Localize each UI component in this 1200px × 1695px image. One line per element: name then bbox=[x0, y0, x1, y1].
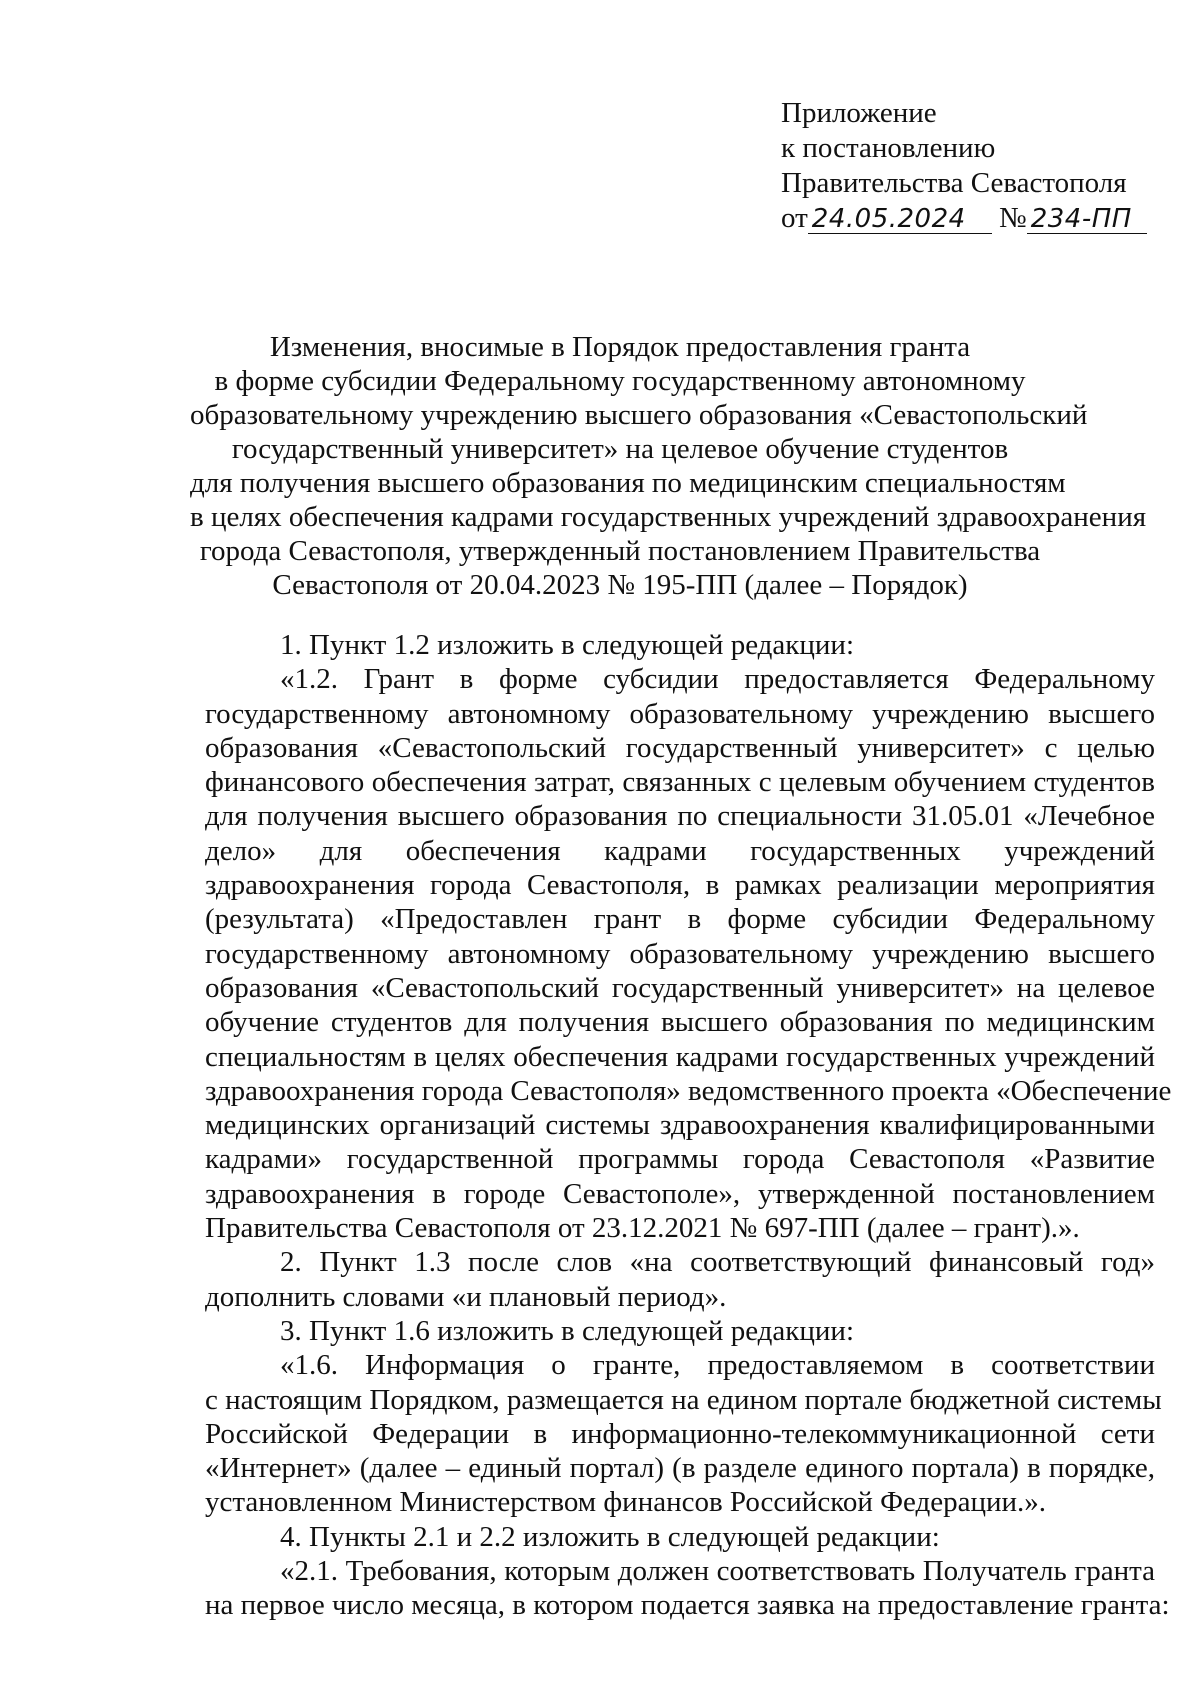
date-prefix: от bbox=[781, 202, 808, 234]
body-line: Российской Федерации в информационно-телекоммуникационной сети bbox=[205, 1417, 1155, 1450]
body-line: 2. Пункт 1.3 после слов «на соответствующий финансовый год» bbox=[280, 1246, 1155, 1279]
document-title bbox=[190, 330, 1147, 602]
number-prefix: № bbox=[999, 202, 1027, 234]
body-line: «1.6. Информация о гранте, предоставляемом в соответствии bbox=[280, 1349, 1155, 1382]
body-line: дело» для обеспечения кадрами государственных учреждений bbox=[205, 834, 1155, 867]
body-line: «1.2. Грант в форме субсидии предоставляется Федеральному bbox=[280, 663, 1155, 696]
title-line: Изменения, вносимые в Порядок предоставления гранта bbox=[269, 331, 971, 363]
body-line: на первое число месяца, в котором подается заявка на предоставление гранта: bbox=[205, 1589, 1170, 1622]
title-line: города Севастополя, утвержденный постановлением Правительства bbox=[199, 535, 1041, 567]
body-line: медицинских организаций системы здравоохранения квалифицированными bbox=[205, 1109, 1155, 1142]
body-line: «2.1. Требования, которым должен соответствовать Получатель гранта bbox=[280, 1555, 1155, 1588]
body-line: для получения высшего образования по специальности 31.05.01 «Лечебное bbox=[205, 800, 1155, 833]
body-line: обучение студентов для получения высшего образования по медицинским bbox=[205, 1006, 1155, 1039]
body-line: государственному автономному образовательному учреждению высшего bbox=[205, 697, 1155, 730]
title-line: в форме субсидии Федеральному государственному автономному bbox=[214, 365, 1026, 397]
handwritten-date: 24.05.2024 bbox=[808, 205, 992, 234]
body-line: финансового обеспечения затрат, связанных с целевым обучением студентов bbox=[205, 766, 1155, 799]
body-line: здравоохранения города Севастополя» ведомственного проекта «Обеспечение bbox=[205, 1074, 1172, 1107]
body-line: (результата) «Предоставлен грант в форме субсидии Федеральному bbox=[205, 903, 1155, 936]
appendix-authority: Правительства Севастополя bbox=[781, 167, 1127, 199]
body-line: здравоохранения города Севастополя, в рамках реализации мероприятия bbox=[205, 869, 1155, 902]
body-line: кадрами» государственной программы города Севастополя «Развитие bbox=[205, 1143, 1155, 1176]
title-line: Севастополя от 20.04.2023 № 195-ПП (далее – Порядок) bbox=[272, 569, 968, 601]
title-line: государственный университет» на целевое обучение студентов bbox=[231, 433, 1009, 465]
body-line: с настоящим Порядком, размещается на едином портале бюджетной системы bbox=[205, 1383, 1162, 1416]
body-line: «Интернет» (далее – единый портал) (в разделе единого портала) в порядке, bbox=[205, 1452, 1155, 1485]
title-line: в целях обеспечения кадрами государственных учреждений здравоохранения bbox=[190, 501, 1147, 533]
appendix-header bbox=[781, 96, 1161, 236]
title-line: образовательному учреждению высшего образования «Севастопольский bbox=[190, 399, 1088, 431]
body-line: 1. Пункт 1.2 изложить в следующей редакции: bbox=[280, 629, 855, 661]
body-line: образования «Севастопольский государственный университет» с целью bbox=[205, 731, 1155, 764]
body-line: государственному автономному образовательному учреждению высшего bbox=[205, 937, 1155, 970]
appendix-reference: к постановлению bbox=[781, 132, 996, 164]
title-line: для получения высшего образования по медицинским специальностям bbox=[190, 467, 1066, 499]
appendix-label: Приложение bbox=[781, 97, 937, 129]
appendix-date-number bbox=[781, 201, 1161, 236]
document-body bbox=[205, 628, 1172, 1623]
handwritten-number: 234-ПП bbox=[1027, 205, 1147, 234]
body-line: образования «Севастопольский государственный университет» на целевое bbox=[205, 971, 1155, 1004]
body-line: здравоохранения в городе Севастополе», утвержденной постановлением bbox=[205, 1177, 1155, 1210]
body-line: дополнить словами «и плановый период». bbox=[205, 1280, 727, 1313]
body-line: специальностям в целях обеспечения кадрами государственных учреждений bbox=[205, 1040, 1155, 1073]
body-line: 3. Пункт 1.6 изложить в следующей редакции: bbox=[280, 1314, 855, 1347]
body-line: Правительства Севастополя от 23.12.2021 № 697-ПП (далее – грант).». bbox=[205, 1212, 1080, 1245]
body-line: установленном Министерством финансов Российской Федерации.». bbox=[205, 1486, 1047, 1519]
body-line: 4. Пункты 2.1 и 2.2 изложить в следующей редакции: bbox=[280, 1520, 940, 1553]
